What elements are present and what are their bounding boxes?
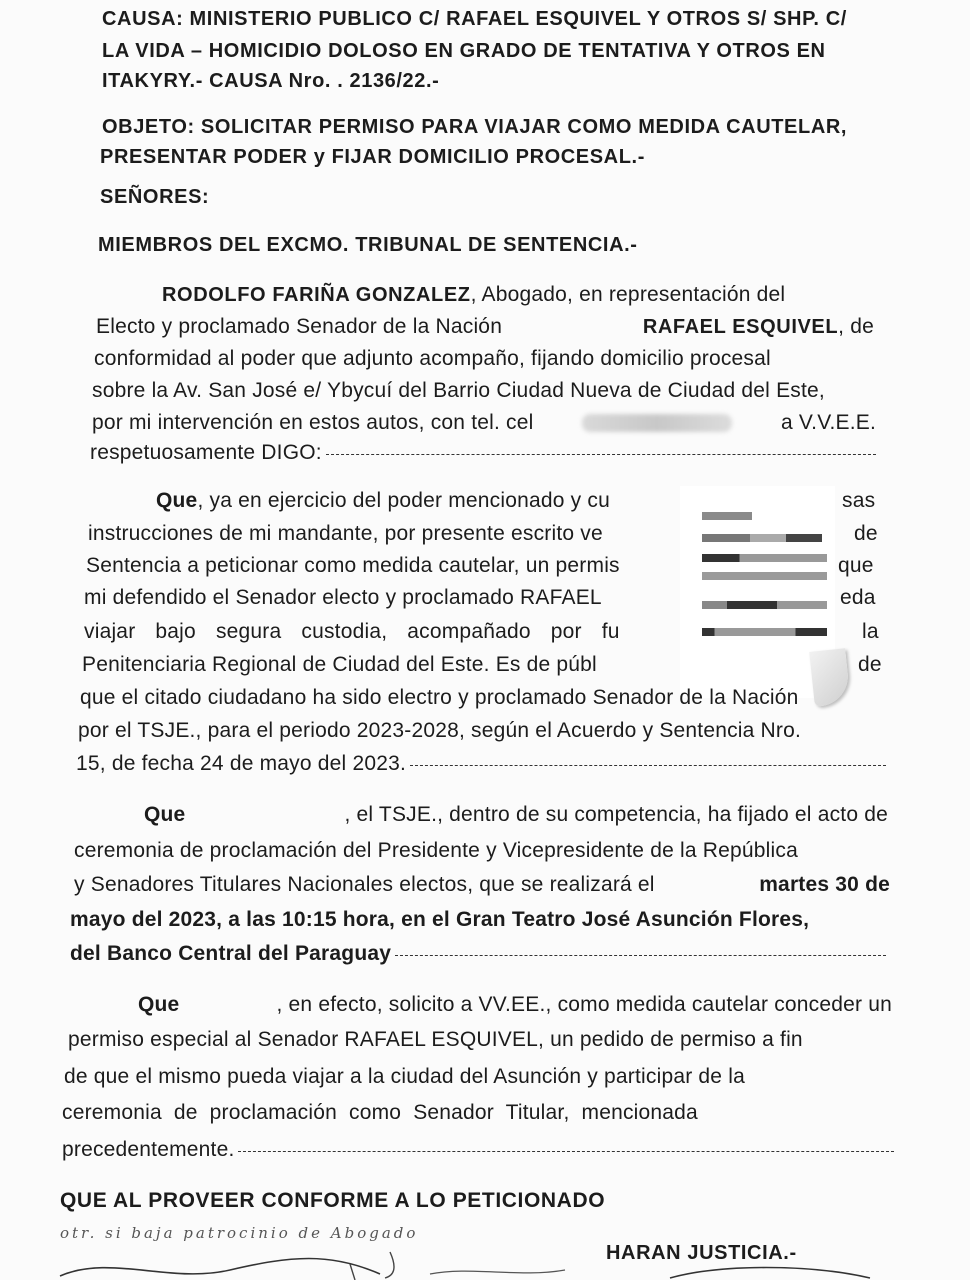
p2-line-6-left: Penitenciaria Regional de Ciudad del Este. Es de públ bbox=[82, 653, 597, 676]
p3-line-4: mayo del 2023, a las 10:15 hora, en el Gran Teatro José Asunción Flores, bbox=[70, 908, 810, 931]
p2-line-5-right: la bbox=[862, 620, 879, 643]
page-curl bbox=[809, 648, 851, 706]
p1-line-2: Electo y proclamado Senador de la Nación RAFAEL ESQUIVEL, de bbox=[96, 315, 874, 338]
p2-line-8: por el TSJE., para el periodo 2023-2028, según el Acuerdo y Sentencia Nro. bbox=[78, 719, 802, 742]
causa-line-2: LA VIDA – HOMICIDIO DOLOSO EN GRADO DE TENTATIVA Y OTROS EN bbox=[102, 40, 826, 62]
p1-line-3: conformidad al poder que adjunto acompaño, fijando domicilio procesal bbox=[94, 347, 771, 370]
p2-line-4-left: mi defendido el Senador electo y proclamado RAFAEL bbox=[84, 586, 602, 609]
p2-line-1-right: sas bbox=[842, 489, 876, 512]
p2-line-3-right: que bbox=[838, 554, 874, 577]
p3-line-2: ceremonia de proclamación del Presidente y Vicepresidente de la República bbox=[74, 839, 798, 862]
p3-line-1: Que , el TSJE., dentro de su competencia, ha fijado el acto de bbox=[144, 803, 888, 826]
p4-line-4: ceremonia de proclamación como Senador Titular, mencionada bbox=[62, 1101, 698, 1124]
objeto-line-1: OBJETO: SOLICITAR PERMISO PARA VIAJAR COMO MEDIDA CAUTELAR, bbox=[102, 116, 848, 138]
signature-scribble bbox=[50, 1244, 570, 1280]
fill-dashes bbox=[326, 440, 876, 455]
p2-line-6-right: de bbox=[858, 653, 882, 676]
p2-line-5-left: viajar bajo segura custodia, acompañado por fu bbox=[84, 620, 620, 643]
closing-petition: QUE AL PROVEER CONFORME A LO PETICIONADO bbox=[60, 1189, 606, 1212]
p2-line-3-left: Sentencia a peticionar como medida cautelar, un permis bbox=[86, 554, 620, 577]
p4-line-5: precedentemente. bbox=[62, 1137, 894, 1163]
p1-line-5: por mi intervención en estos autos, con tel. cel a V.V.E.E. bbox=[92, 411, 876, 434]
p1-line-4: sobre la Av. San José e/ Ybycuí del Barrio Ciudad Nueva de Ciudad del Este, bbox=[92, 379, 825, 402]
objeto-line-2: PRESENTAR PODER y FIJAR DOMICILIO PROCESAL.- bbox=[100, 146, 645, 168]
causa-line-3: ITAKYRY.- CAUSA Nro. . 2136/22.- bbox=[102, 70, 440, 92]
tribunal-heading: MIEMBROS DEL EXCMO. TRIBUNAL DE SENTENCIA.- bbox=[98, 234, 638, 256]
p2-line-2-right: de bbox=[854, 522, 878, 545]
p2-line-1-left: Que, ya en ejercicio del poder mencionado y cu bbox=[156, 489, 610, 512]
event-date: martes 30 de bbox=[759, 873, 890, 896]
causa-line-1: CAUSA: MINISTERIO PUBLICO C/ RAFAEL ESQUIVEL Y OTROS S/ SHP. C/ bbox=[102, 8, 847, 30]
p1-line-6: respetuosamente DIGO: bbox=[90, 440, 876, 466]
handwritten-note: otr. si baja patrocinio de Abogado bbox=[60, 1224, 419, 1242]
p3-line-3: y Senadores Titulares Nacionales electos, que se realizará el martes 30 de bbox=[74, 873, 890, 896]
signature-stroke-right bbox=[660, 1262, 880, 1280]
p4-line-1: Que , en efecto, solicito a VV.EE., como medida cautelar conceder un bbox=[138, 993, 892, 1016]
senores-heading: SEÑORES: bbox=[100, 186, 210, 208]
p4-line-3: de que el mismo pueda viajar a la ciudad del Asunción y participar de la bbox=[64, 1065, 745, 1088]
lawyer-name: RODOLFO FARIÑA GONZALEZ bbox=[162, 284, 471, 306]
senator-name: RAFAEL ESQUIVEL bbox=[642, 316, 839, 338]
p1-line-1: RODOLFO FARIÑA GONZALEZ, Abogado, en representación del bbox=[162, 283, 786, 306]
p2-line-2-left: instrucciones de mi mandante, por presente escrito ve bbox=[88, 522, 603, 545]
p4-line-2: permiso especial al Senador RAFAEL ESQUIVEL, un pedido de permiso a fin bbox=[68, 1028, 803, 1051]
p2-line-7: que el citado ciudadano ha sido electro y proclamado Senador de la Nación bbox=[80, 686, 799, 709]
redacted-phone bbox=[582, 414, 732, 432]
p2-line-4-right: eda bbox=[840, 586, 876, 609]
event-venue: del Banco Central del Paraguay bbox=[70, 942, 392, 965]
closing-justice: HARAN JUSTICIA.- bbox=[606, 1242, 797, 1264]
p3-line-5 bbox=[70, 941, 886, 967]
p2-line-9: 15, de fecha 24 de mayo del 2023. bbox=[76, 751, 886, 777]
